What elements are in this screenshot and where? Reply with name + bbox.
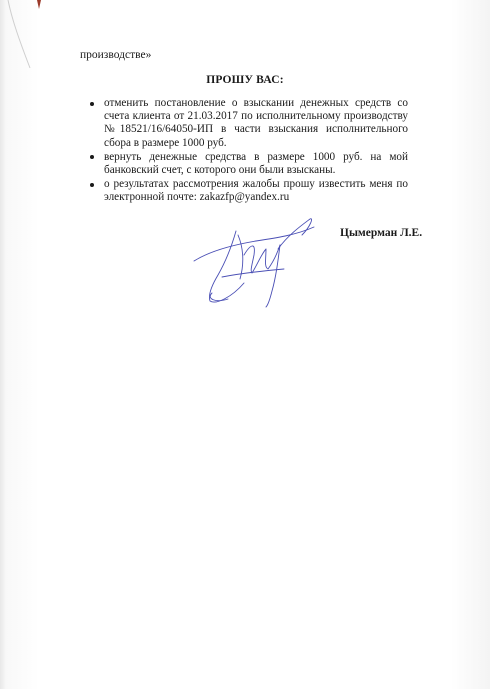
- bullet-icon: [90, 183, 94, 187]
- list-item: [90, 151, 408, 177]
- request-text: отменить постановление о взыскании денежных средств со счета клиента от 21.03.2017 по исполнительному производству №18521/16/64050-ИП в части взыскания исполнительного сбора в размере 1000 руб.: [104, 97, 408, 149]
- scan-fold-line: [0, 0, 40, 70]
- bullet-icon: [90, 102, 94, 106]
- request-text: о результатах рассмотрения жалобы прошу известить меня по электронной почте: zakazfp@yandex.ru: [104, 178, 408, 204]
- request-text: вернуть денежные средства в размере 1000 руб. на мой банковский счет, с которого они были взысканы.: [104, 150, 408, 177]
- corner-mark-icon: [36, 0, 42, 9]
- bullet-icon: [90, 155, 94, 159]
- request-list: [90, 97, 408, 206]
- continuation-text: производстве»: [80, 49, 152, 61]
- scan-edge-shadow: [0, 0, 6, 689]
- handwritten-signature: [192, 205, 332, 310]
- request-heading: ПРОШУ ВАС:: [206, 74, 284, 86]
- list-item: [90, 97, 408, 150]
- list-item: [90, 178, 408, 204]
- signer-name: Цымерман Л.Е.: [340, 227, 423, 239]
